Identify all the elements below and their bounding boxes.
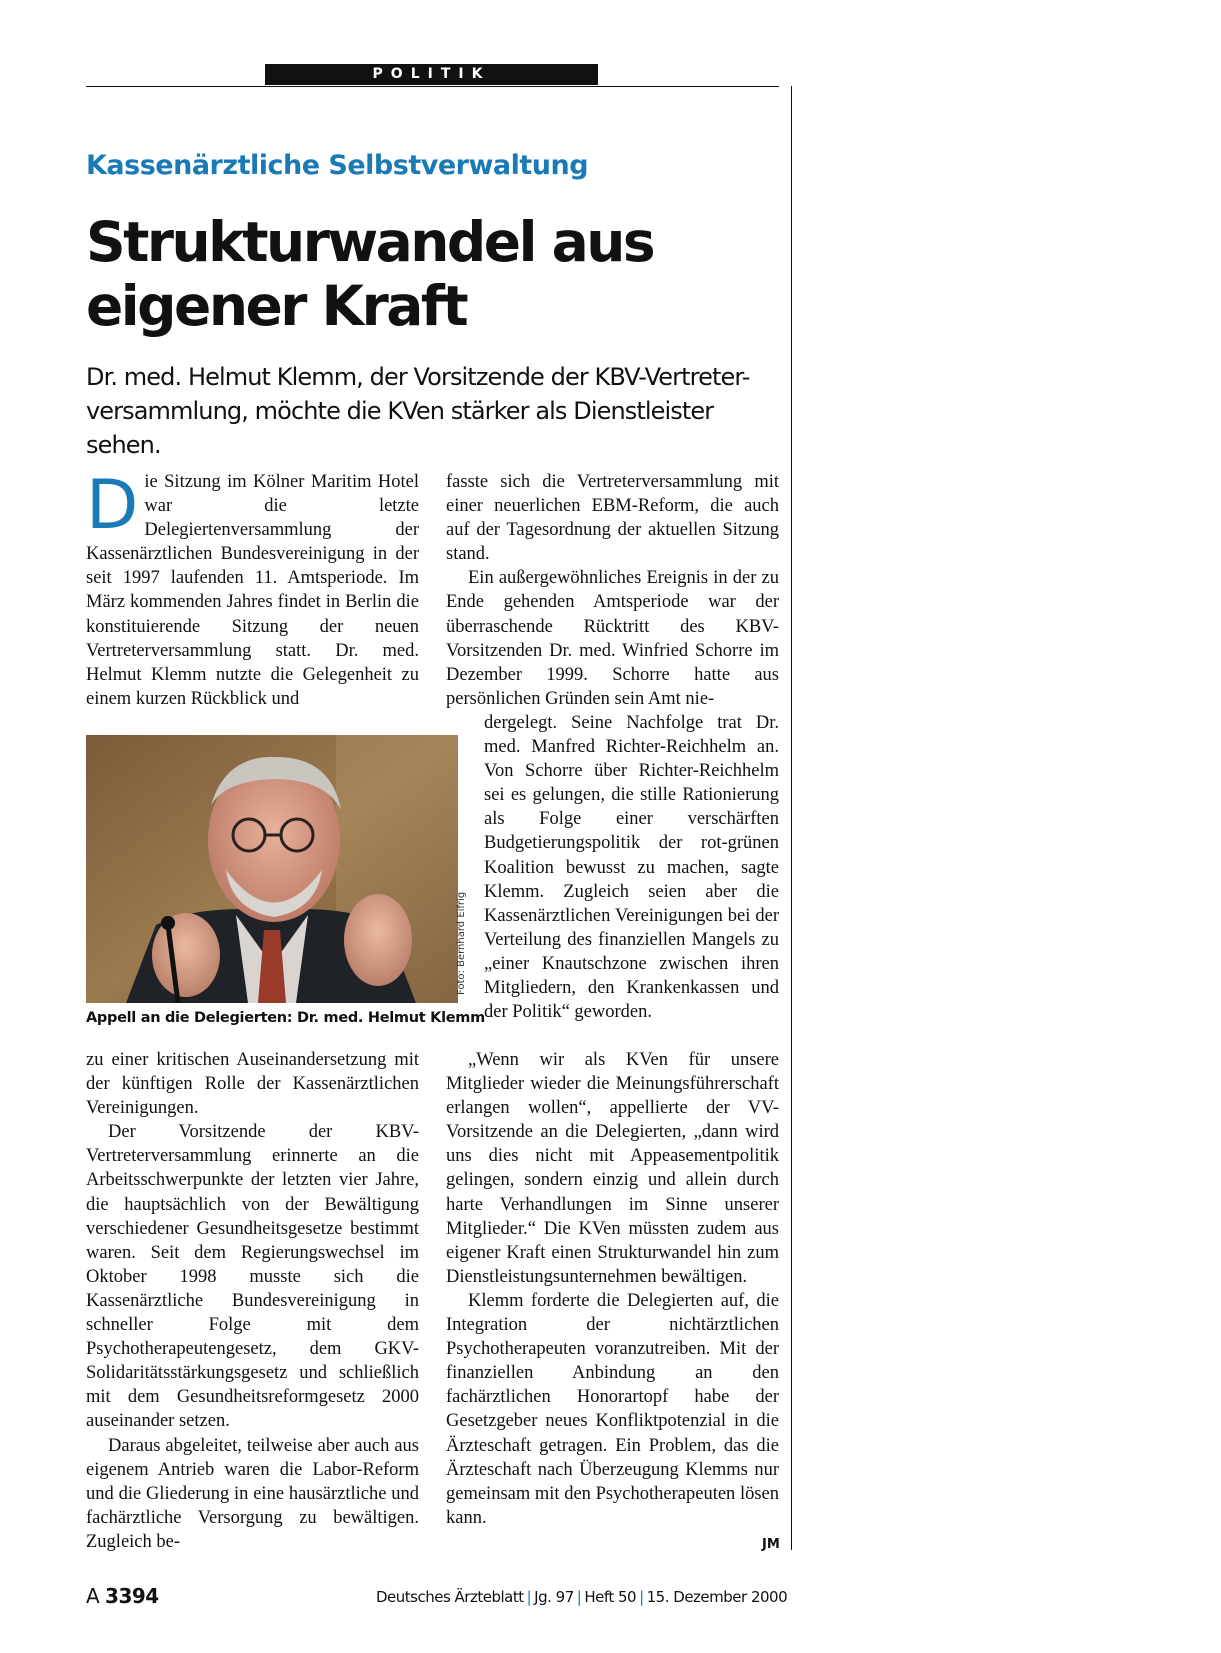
journal-footer — [376, 1588, 787, 1606]
column-2-middle — [484, 711, 779, 1024]
photo-caption: Appell an die Delegierten: Dr. med. Helmut Klemm — [86, 1010, 485, 1026]
top-rule — [86, 86, 779, 87]
column-2-bottom — [446, 1048, 779, 1530]
paragraph: Der Vorsitzende der KBV-Vertreterversammlung erinnerte an die Arbeitsschwerpunkte der letzten vier Jahre, die hauptsächlich von der Bewältigung verschiedener Gesundheitsgesetze bestimmt waren. Seit dem Regierungswechsel im Oktober 1998 musste sich die Kassenärztliche Bundesvereinigung in schneller Folge mit dem Psychotherapeutengesetz, dem GKV-Solidaritätsstärkungsgesetz und schließlich mit dem Gesundheitsreformgesetz 2000 auseinander setzen. — [86, 1122, 419, 1432]
page-number — [86, 1584, 159, 1608]
article-headline — [86, 210, 786, 338]
paragraph: Ein außergewöhnliches Ereignis in der zu Ende gehenden Amtsperiode war der überraschende Rücktritt des KBV-Vorsitzenden Dr. med. Winfried Schorre im Dezember 1999. Schorre hatte aus persönlichen Gründen sein Amt nie- — [446, 568, 779, 709]
column-2-top — [446, 470, 779, 711]
lead-line-1: Dr. med. Helmut Klemm, der Vorsitzende der KBV-Vertreter- — [86, 363, 750, 391]
photo-credit: Foto: Bernhard Eifrig — [456, 891, 467, 995]
paragraph: dergelegt. Seine Nachfolge trat Dr. med. Manfred Richter-Reichhelm an. Von Schorre über Richter-Reichhelm sei es gelungen, die stille Rationierung als Folge einer verschärften Budgetierungspolitik der rot-grünen Koalition bewusst zu machen, sagte Klemm. Zugleich seien aber die Kassenärztlichen Vereinigungen bei der Verteilung des finanziellen Mangels zu „einer Knautschzone zwischen ihren Mitgliedern, den Krankenkassen und der Politik“ geworden. — [484, 713, 779, 1023]
paragraph: fasste sich die Vertreterversammlung mit einer neuerlichen EBM-Reform, die auch auf der Tagesordnung der aktuellen Sitzung stand. — [446, 472, 779, 565]
drop-cap: D — [86, 466, 139, 545]
footer-separator: | — [576, 1588, 582, 1606]
journal-issue: Heft 50 — [584, 1588, 637, 1606]
journal-volume: Jg. 97 — [534, 1588, 574, 1606]
lead-line-2: versammlung, möchte die KVen stärker als Dienstleister sehen. — [86, 397, 714, 459]
headline-line-2: eigener Kraft — [86, 274, 467, 338]
journal-date: 15. Dezember 2000 — [646, 1588, 788, 1606]
journal-name: Deutsches Ärzteblatt — [376, 1588, 524, 1606]
paragraph: Daraus abgeleitet, teilweise aber auch aus eigenem Antrieb waren die Labor-Reform und die Gliederung in eine hausärztliche und fachärztliche Versorgung zu bewältigen. Zugleich be- — [86, 1435, 419, 1552]
paragraph: zu einer kritischen Auseinandersetzung mit der künftigen Rolle der Kassenärztlichen Vereinigungen. — [86, 1050, 419, 1119]
paragraph: Klemm forderte die Delegierten auf, die Integration der nichtärztlichen Psychotherapeuten voranzutreiben. Mit der finanziellen Anbindung an den fachärztlichen Honorartopf habe der Gesetzgeber neues Konfliktpotenzial in die Ärzteschaft getragen. Ein Problem, das die Ärzteschaft nach Überzeugung Klemms nur gemeinsam mit den Psychotherapeuten lösen kann. — [446, 1290, 779, 1528]
page-prefix: A — [86, 1584, 100, 1608]
photo-helmut-klemm — [86, 735, 458, 1003]
page-number-value: 3394 — [105, 1584, 159, 1608]
paragraph: ie Sitzung im Kölner Maritim Hotel war die letzte Delegiertenversammlung der Kassenärztlichen Bundesvereinigung in der seit 1997 laufenden 11. Amtsperiode. Im März kommenden Jahres findet in Berlin die konstituierende Sitzung der neuen Vertreterversammlung statt. Dr. med. Helmut Klemm nutzte die Gelegenheit zu einem kurzen Rückblick und — [86, 472, 419, 709]
section-label: POLITIK — [265, 64, 598, 85]
paragraph: „Wenn wir als KVen für unsere Mitglieder wieder die Meinungsführerschaft erlangen wollen“, appellierte der VV-Vorsitzende an die Delegierten, „dann wird uns dies nicht mit Appeasementpolitik gelingen, sondern einzig und allein durch harte Verhandlungen im Sinne unserer Mitglieder.“ Die KVen müssten zudem aus eigener Kraft einen Strukturwandel hin zum Dienstleistungsunternehmen bewältigen. — [446, 1050, 779, 1287]
footer-separator: | — [639, 1588, 644, 1606]
article-kicker: Kassenärztliche Selbstverwaltung — [86, 150, 589, 181]
article-lead — [86, 360, 786, 462]
column-rule — [791, 86, 792, 1550]
footer-separator: | — [526, 1588, 532, 1606]
column-1-top — [86, 466, 419, 711]
headline-line-1: Strukturwandel aus — [86, 210, 654, 274]
author-initials: JM — [762, 1537, 780, 1552]
column-1-bottom — [86, 1048, 419, 1554]
